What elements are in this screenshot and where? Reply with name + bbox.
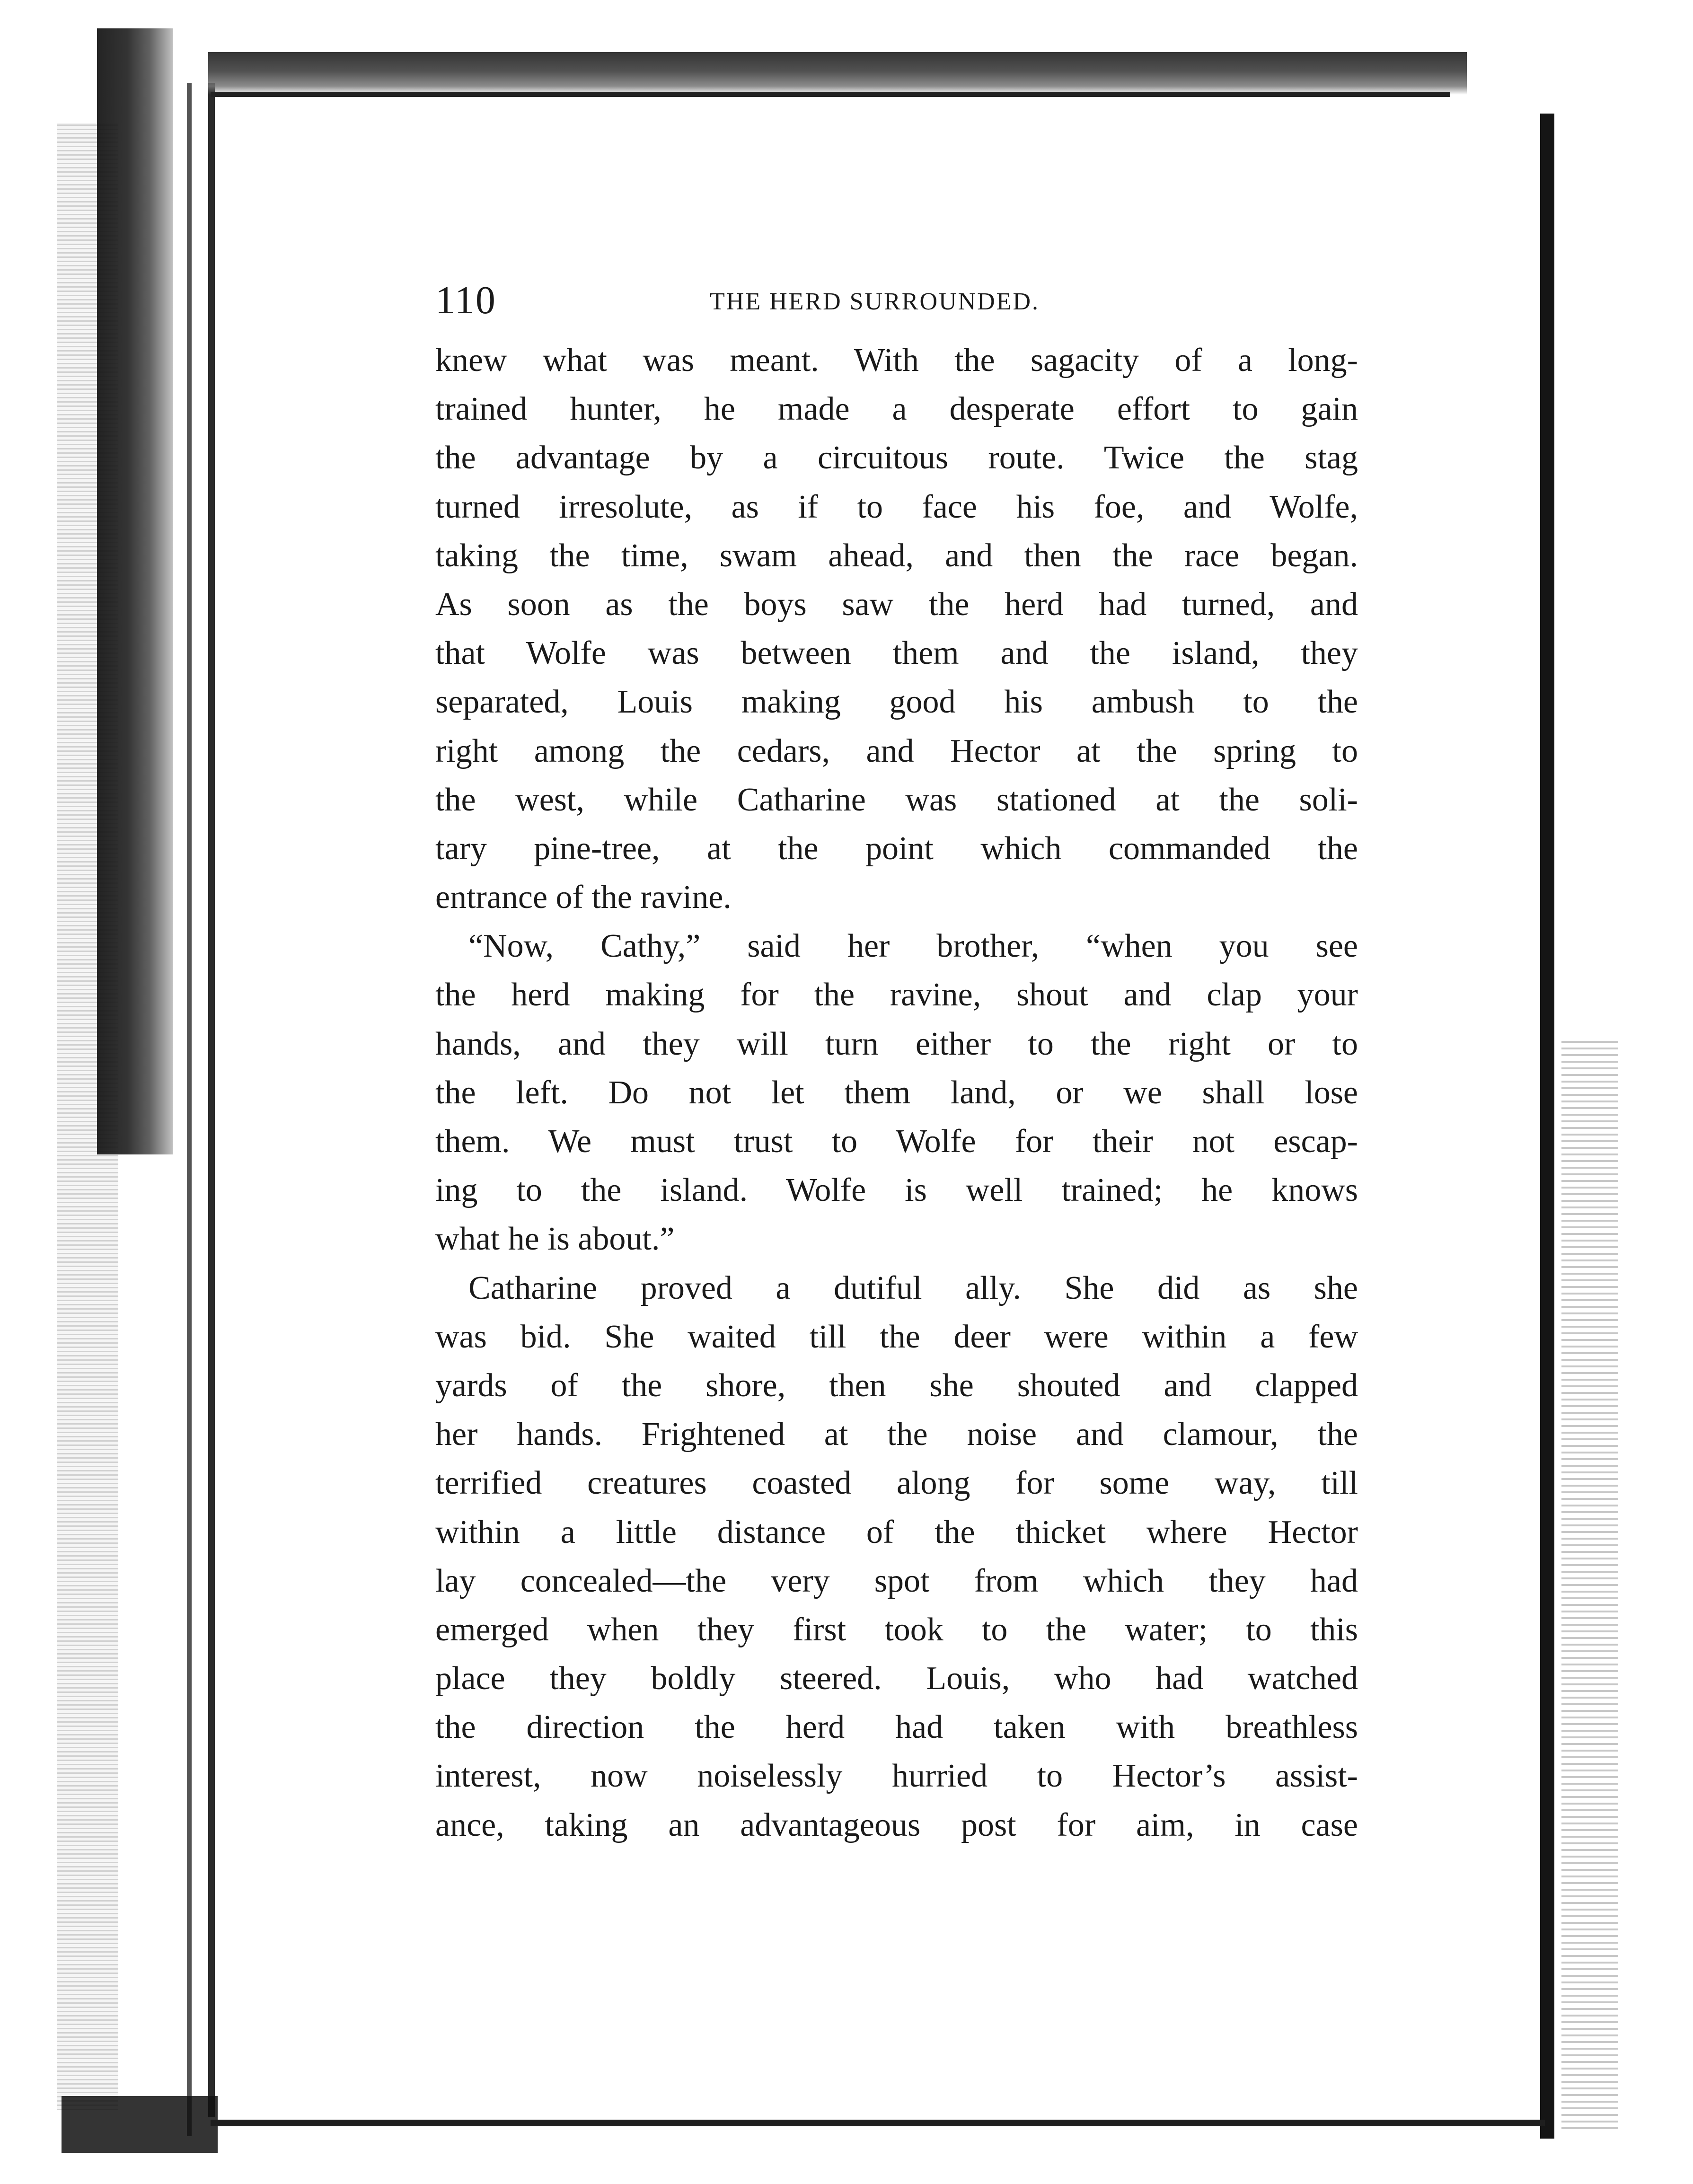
text-line: the west, while Catharine was stationed at the soli-: [435, 781, 1358, 818]
text-line: Catharine proved a dutiful ally. She did as she: [468, 1269, 1358, 1306]
text-line: “Now, Cathy,” said her brother, “when you see: [468, 928, 1358, 965]
left-binding-shadow: [97, 28, 173, 1154]
text-line: knew what was meant. With the sagacity of a long-: [435, 342, 1358, 379]
text-line: lay concealed—the very spot from which they had: [435, 1562, 1358, 1599]
text-line: As soon as the boys saw the herd had turned, and: [435, 586, 1358, 623]
running-head: THE HERD SURROUNDED.: [710, 288, 1040, 315]
text-line: right among the cedars, and Hector at the spring to: [435, 732, 1358, 769]
bottom-corner-shadow: [62, 2096, 218, 2153]
top-page-edge: [211, 92, 1450, 97]
left-page-edge: [208, 83, 215, 2117]
text-line: that Wolfe was between them and the island, they: [435, 635, 1358, 672]
text-line: yards of the shore, then she shouted and clapped: [435, 1367, 1358, 1404]
text-line: taking the time, swam ahead, and then the race began.: [435, 537, 1358, 574]
text-line: tary pine-tree, at the point which commanded the: [435, 830, 1358, 867]
text-line: her hands. Frightened at the noise and clamour, the: [435, 1416, 1358, 1453]
right-page-edge: [1540, 114, 1554, 2139]
text-line: trained hunter, he made a desperate effort to gain: [435, 391, 1358, 428]
text-line: separated, Louis making good his ambush to the: [435, 684, 1358, 721]
text-line: within a little distance of the thicket where Hector: [435, 1514, 1358, 1550]
text-line: place they boldly steered. Louis, who had watched: [435, 1660, 1358, 1697]
text-line: was bid. She waited till the deer were within a few: [435, 1318, 1358, 1355]
top-edge-shadow: [208, 52, 1467, 95]
left-page-edge-outer: [187, 83, 192, 2136]
text-line: entrance of the ravine.: [435, 879, 732, 916]
text-line: the left. Do not let them land, or we shall lose: [435, 1074, 1358, 1111]
page-number: 110: [435, 278, 496, 322]
text-line: ance, taking an advantageous post for aim, in case: [435, 1806, 1358, 1843]
text-line: the direction the herd had taken with breathless: [435, 1709, 1358, 1746]
text-line: them. We must trust to Wolfe for their not escap-: [435, 1123, 1358, 1160]
bottom-page-edge: [211, 2120, 1545, 2126]
text-line: the advantage by a circuitous route. Twice the stag: [435, 440, 1358, 476]
text-line: terrified creatures coasted along for some way, till: [435, 1465, 1358, 1502]
text-line: the herd making for the ravine, shout and clap your: [435, 977, 1358, 1013]
text-line: hands, and they will turn either to the right or to: [435, 1025, 1358, 1062]
page-header: [435, 274, 1372, 326]
text-line: ing to the island. Wolfe is well trained; he knows: [435, 1172, 1358, 1209]
text-line: turned irresolute, as if to face his foe, and Wolfe,: [435, 488, 1358, 525]
text-line: emerged when they first took to the water; to this: [435, 1611, 1358, 1648]
right-margin-scan-noise: [1561, 1041, 1618, 2129]
text-line: interest, now noiselessly hurried to Hector’s assist-: [435, 1758, 1358, 1795]
body-text: [435, 336, 1358, 1849]
text-line: what he is about.”: [435, 1221, 675, 1258]
